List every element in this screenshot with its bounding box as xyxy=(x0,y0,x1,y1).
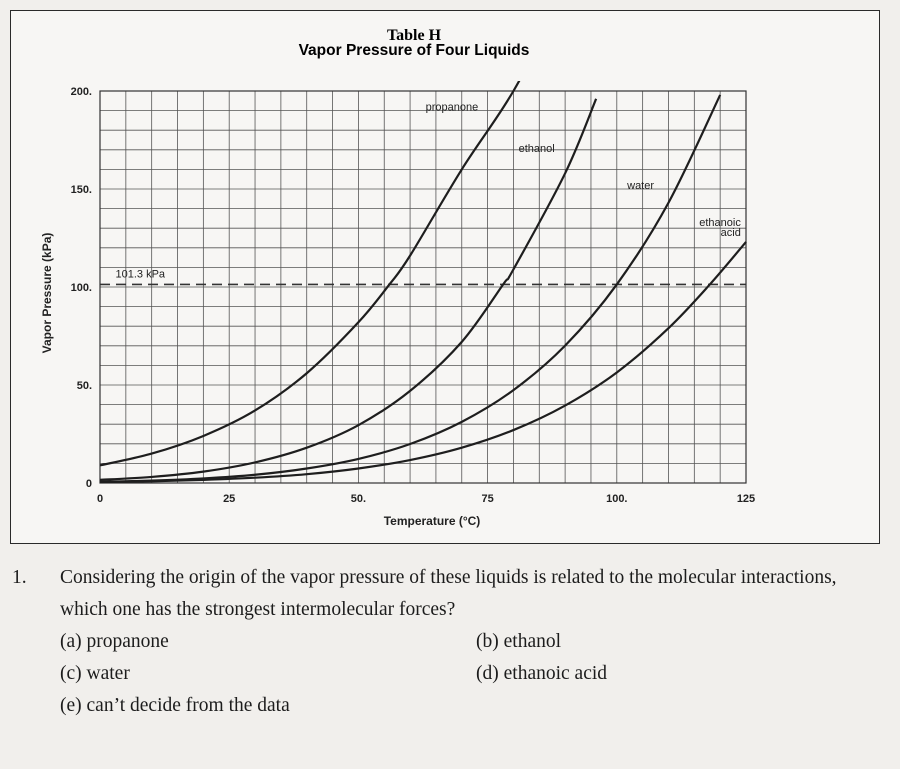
curve-label-ethanoic-acid-line1: ethanoic xyxy=(699,217,741,230)
x-tick-label: 100. xyxy=(606,493,628,505)
reference-line-label: 101.3 kPa xyxy=(115,268,166,281)
option-d[interactable] xyxy=(476,658,607,690)
y-tick-label: 200. xyxy=(70,86,92,98)
question-text: Considering the origin of the vapor pressure of these liquids is related to the molecular interactions, which one has the strongest intermolecular forces? xyxy=(60,567,837,620)
option-a-text: propanone xyxy=(86,631,169,652)
x-axis-label: Temperature (°C) xyxy=(383,514,481,528)
option-b-text: ethanol xyxy=(503,631,562,652)
x-tick-label: 125 xyxy=(736,493,756,505)
x-tick-label: 25 xyxy=(223,493,236,505)
option-e-letter: (e) xyxy=(60,695,82,716)
y-tick-label: 150. xyxy=(70,184,92,196)
option-d-text: ethanoic acid xyxy=(503,663,608,684)
option-e-text: can’t decide from the data xyxy=(86,695,290,716)
curve-propanone xyxy=(100,11,596,465)
question-block xyxy=(0,548,900,769)
curve-ethanoic-acid xyxy=(100,242,746,482)
chart-panel xyxy=(10,10,880,544)
option-c-text: water xyxy=(86,663,130,684)
curve-label-ethanoic-acid-line2: acid xyxy=(720,227,741,240)
question-number: 1. xyxy=(12,567,27,588)
y-tick-label: 0 xyxy=(85,478,92,490)
curve-label-water: water xyxy=(627,180,655,192)
option-b-letter: (b) xyxy=(476,631,499,652)
option-a[interactable] xyxy=(60,626,169,658)
option-c-letter: (c) xyxy=(60,663,82,684)
x-tick-label: 75 xyxy=(481,493,494,505)
option-c[interactable] xyxy=(60,658,130,690)
y-tick-label: 50. xyxy=(76,380,92,392)
reference-line-group xyxy=(100,268,746,284)
x-tick-label: 50. xyxy=(350,493,367,505)
chart-title: Vapor Pressure of Four Liquids xyxy=(298,42,530,59)
grid xyxy=(100,91,746,483)
option-a-letter: (a) xyxy=(60,631,82,652)
option-e[interactable] xyxy=(60,690,290,722)
table-label: Table H xyxy=(386,27,442,44)
curve-ethanol xyxy=(100,99,596,480)
x-tick-label: 0 xyxy=(96,493,104,505)
y-tick-label: 100. xyxy=(70,282,92,294)
curve-label-propanone: propanone xyxy=(425,101,479,114)
curve-label-ethanol: ethanol xyxy=(518,142,555,155)
y-axis-label: Vapor Pressure (kPa) xyxy=(40,232,54,354)
curves xyxy=(100,11,746,482)
option-b[interactable] xyxy=(476,626,561,658)
option-d-letter: (d) xyxy=(476,663,499,684)
vapor-pressure-chart xyxy=(11,11,881,545)
